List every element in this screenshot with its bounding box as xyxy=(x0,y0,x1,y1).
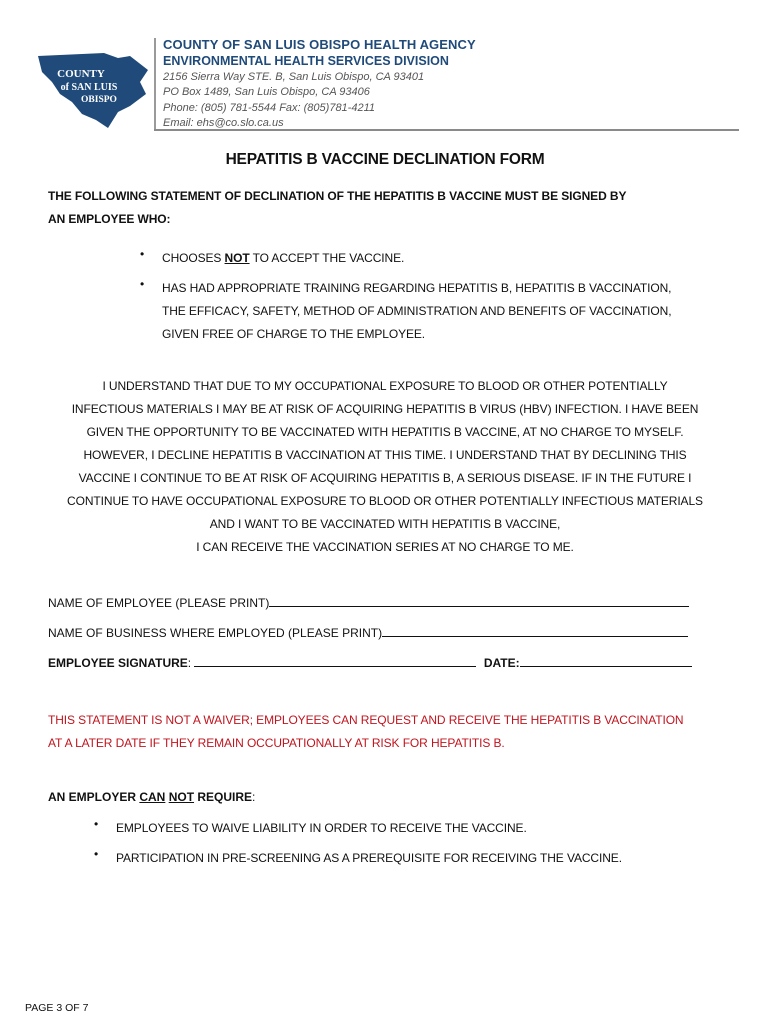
statement-line: INFECTIOUS MATERIALS I MAY BE AT RISK OF ACQUIRING HEPATITIS B VIRUS (HBV) INFECTION. I HAVE BEEN xyxy=(71,402,699,416)
business-name-row xyxy=(48,623,688,640)
intro-line-1: THE FOLLOWING STATEMENT OF DECLINATION OF THE HEPATITIS B VACCINE MUST BE SIGNED BY xyxy=(48,189,627,203)
employer-heading-suffix: REQUIRE xyxy=(194,790,253,804)
county-logo xyxy=(34,50,152,132)
employee-name-field[interactable] xyxy=(269,593,689,607)
form-title: HEPATITIS B VACCINE DECLINATION FORM xyxy=(225,151,545,168)
signature-label: EMPLOYEE SIGNATURE xyxy=(48,656,188,670)
declination-statement xyxy=(0,375,770,559)
condition-item-2 xyxy=(140,277,672,346)
bullet-icon: • xyxy=(94,817,99,831)
address-line-pobox: PO Box 1489, San Luis Obispo, CA 93406 xyxy=(163,86,370,98)
warning-line: THIS STATEMENT IS NOT A WAIVER; EMPLOYEES CAN REQUEST AND RECEIVE THE HEPATITIS B VACCINATION xyxy=(48,713,684,727)
employer-heading-can: CAN xyxy=(139,790,166,804)
condition-2-line: GIVEN FREE OF CHARGE TO THE EMPLOYEE. xyxy=(162,327,426,341)
business-name-label: NAME OF BUSINESS WHERE EMPLOYED (PLEASE PRINT) xyxy=(48,626,383,640)
statement-line: VACCINE I CONTINUE TO BE AT RISK OF ACQUIRING HEPATITIS B, A SERIOUS DISEASE. IF IN THE FUTURE I xyxy=(78,471,692,485)
signature-row xyxy=(48,653,692,670)
statement-line: I UNDERSTAND THAT DUE TO MY OCCUPATIONAL EXPOSURE TO BLOOD OR OTHER POTENTIALLY xyxy=(102,379,668,393)
condition-1-text-a: CHOOSES xyxy=(162,251,225,265)
logo-text-1: COUNTY xyxy=(57,68,105,80)
employer-heading-not: NOT xyxy=(168,790,195,804)
statement-line: AND I WANT TO BE VACCINATED WITH HEPATITIS B VACCINE, xyxy=(209,517,561,531)
employer-item-text: EMPLOYEES TO WAIVE LIABILITY IN ORDER TO RECEIVE THE VACCINE. xyxy=(116,821,527,835)
statement-line: HOWEVER, I DECLINE HEPATITIS B VACCINATION AT THIS TIME. I UNDERSTAND THAT BY DECLINING THIS xyxy=(83,448,687,462)
condition-2-line: THE EFFICACY, SAFETY, METHOD OF ADMINISTRATION AND BENEFITS OF VACCINATION, xyxy=(162,304,672,318)
statement-line: CONTINUE TO HAVE OCCUPATIONAL EXPOSURE TO BLOOD OR OTHER POTENTIALLY INFECTIOUS MATERIALS xyxy=(67,494,703,508)
employee-name-row xyxy=(48,593,689,610)
header-divider-vertical xyxy=(154,38,156,130)
page-number: PAGE 3 OF 7 xyxy=(25,1002,89,1014)
date-field[interactable] xyxy=(520,653,692,667)
warning-line: AT A LATER DATE IF THEY REMAIN OCCUPATIONALLY AT RISK FOR HEPATITIS B. xyxy=(48,736,505,750)
business-name-field[interactable] xyxy=(382,623,688,637)
address-line-email: Email: ehs@co.slo.ca.us xyxy=(163,117,284,129)
agency-name: COUNTY OF SAN LUIS OBISPO HEALTH AGENCY xyxy=(163,37,476,52)
condition-item-1 xyxy=(140,247,405,270)
waiver-warning xyxy=(48,709,684,755)
date-label: DATE: xyxy=(483,656,520,670)
intro-line-2: AN EMPLOYEE WHO: xyxy=(48,212,171,226)
employer-item-2 xyxy=(94,847,622,870)
statement-line: I CAN RECEIVE THE VACCINATION SERIES AT NO CHARGE TO ME. xyxy=(196,540,574,554)
employer-heading xyxy=(48,790,255,804)
employee-name-label: NAME OF EMPLOYEE (PLEASE PRINT) xyxy=(48,596,270,610)
condition-1-emphasis: NOT xyxy=(224,251,250,265)
bullet-icon: • xyxy=(140,277,145,291)
bullet-icon: • xyxy=(94,847,99,861)
condition-1-text-b: TO ACCEPT THE VACCINE. xyxy=(249,251,405,265)
header-divider-horizontal xyxy=(154,129,739,131)
employer-item-1 xyxy=(94,817,527,840)
address-line-phone: Phone: (805) 781-5544 Fax: (805)781-4211 xyxy=(163,102,375,114)
signature-colon: : xyxy=(187,656,195,670)
signature-field[interactable] xyxy=(194,653,476,667)
employer-item-text: PARTICIPATION IN PRE-SCREENING AS A PREREQUISITE FOR RECEIVING THE VACCINE. xyxy=(116,851,622,865)
division-name: ENVIRONMENTAL HEALTH SERVICES DIVISION xyxy=(163,54,449,68)
employer-heading-colon: : xyxy=(252,790,256,804)
address-line-street: 2156 Sierra Way STE. B, San Luis Obispo, CA 93401 xyxy=(163,71,425,83)
logo-text-3: OBISPO xyxy=(81,95,117,105)
condition-2-line: HAS HAD APPROPRIATE TRAINING REGARDING HEPATITIS B, HEPATITIS B VACCINATION, xyxy=(162,281,672,295)
statement-line: GIVEN THE OPPORTUNITY TO BE VACCINATED WITH HEPATITIS B VACCINE, AT NO CHARGE TO MYSELF. xyxy=(86,425,684,439)
logo-text-2: of SAN LUIS xyxy=(60,82,118,93)
employer-heading-prefix: AN EMPLOYER xyxy=(48,790,140,804)
bullet-icon: • xyxy=(140,247,145,261)
